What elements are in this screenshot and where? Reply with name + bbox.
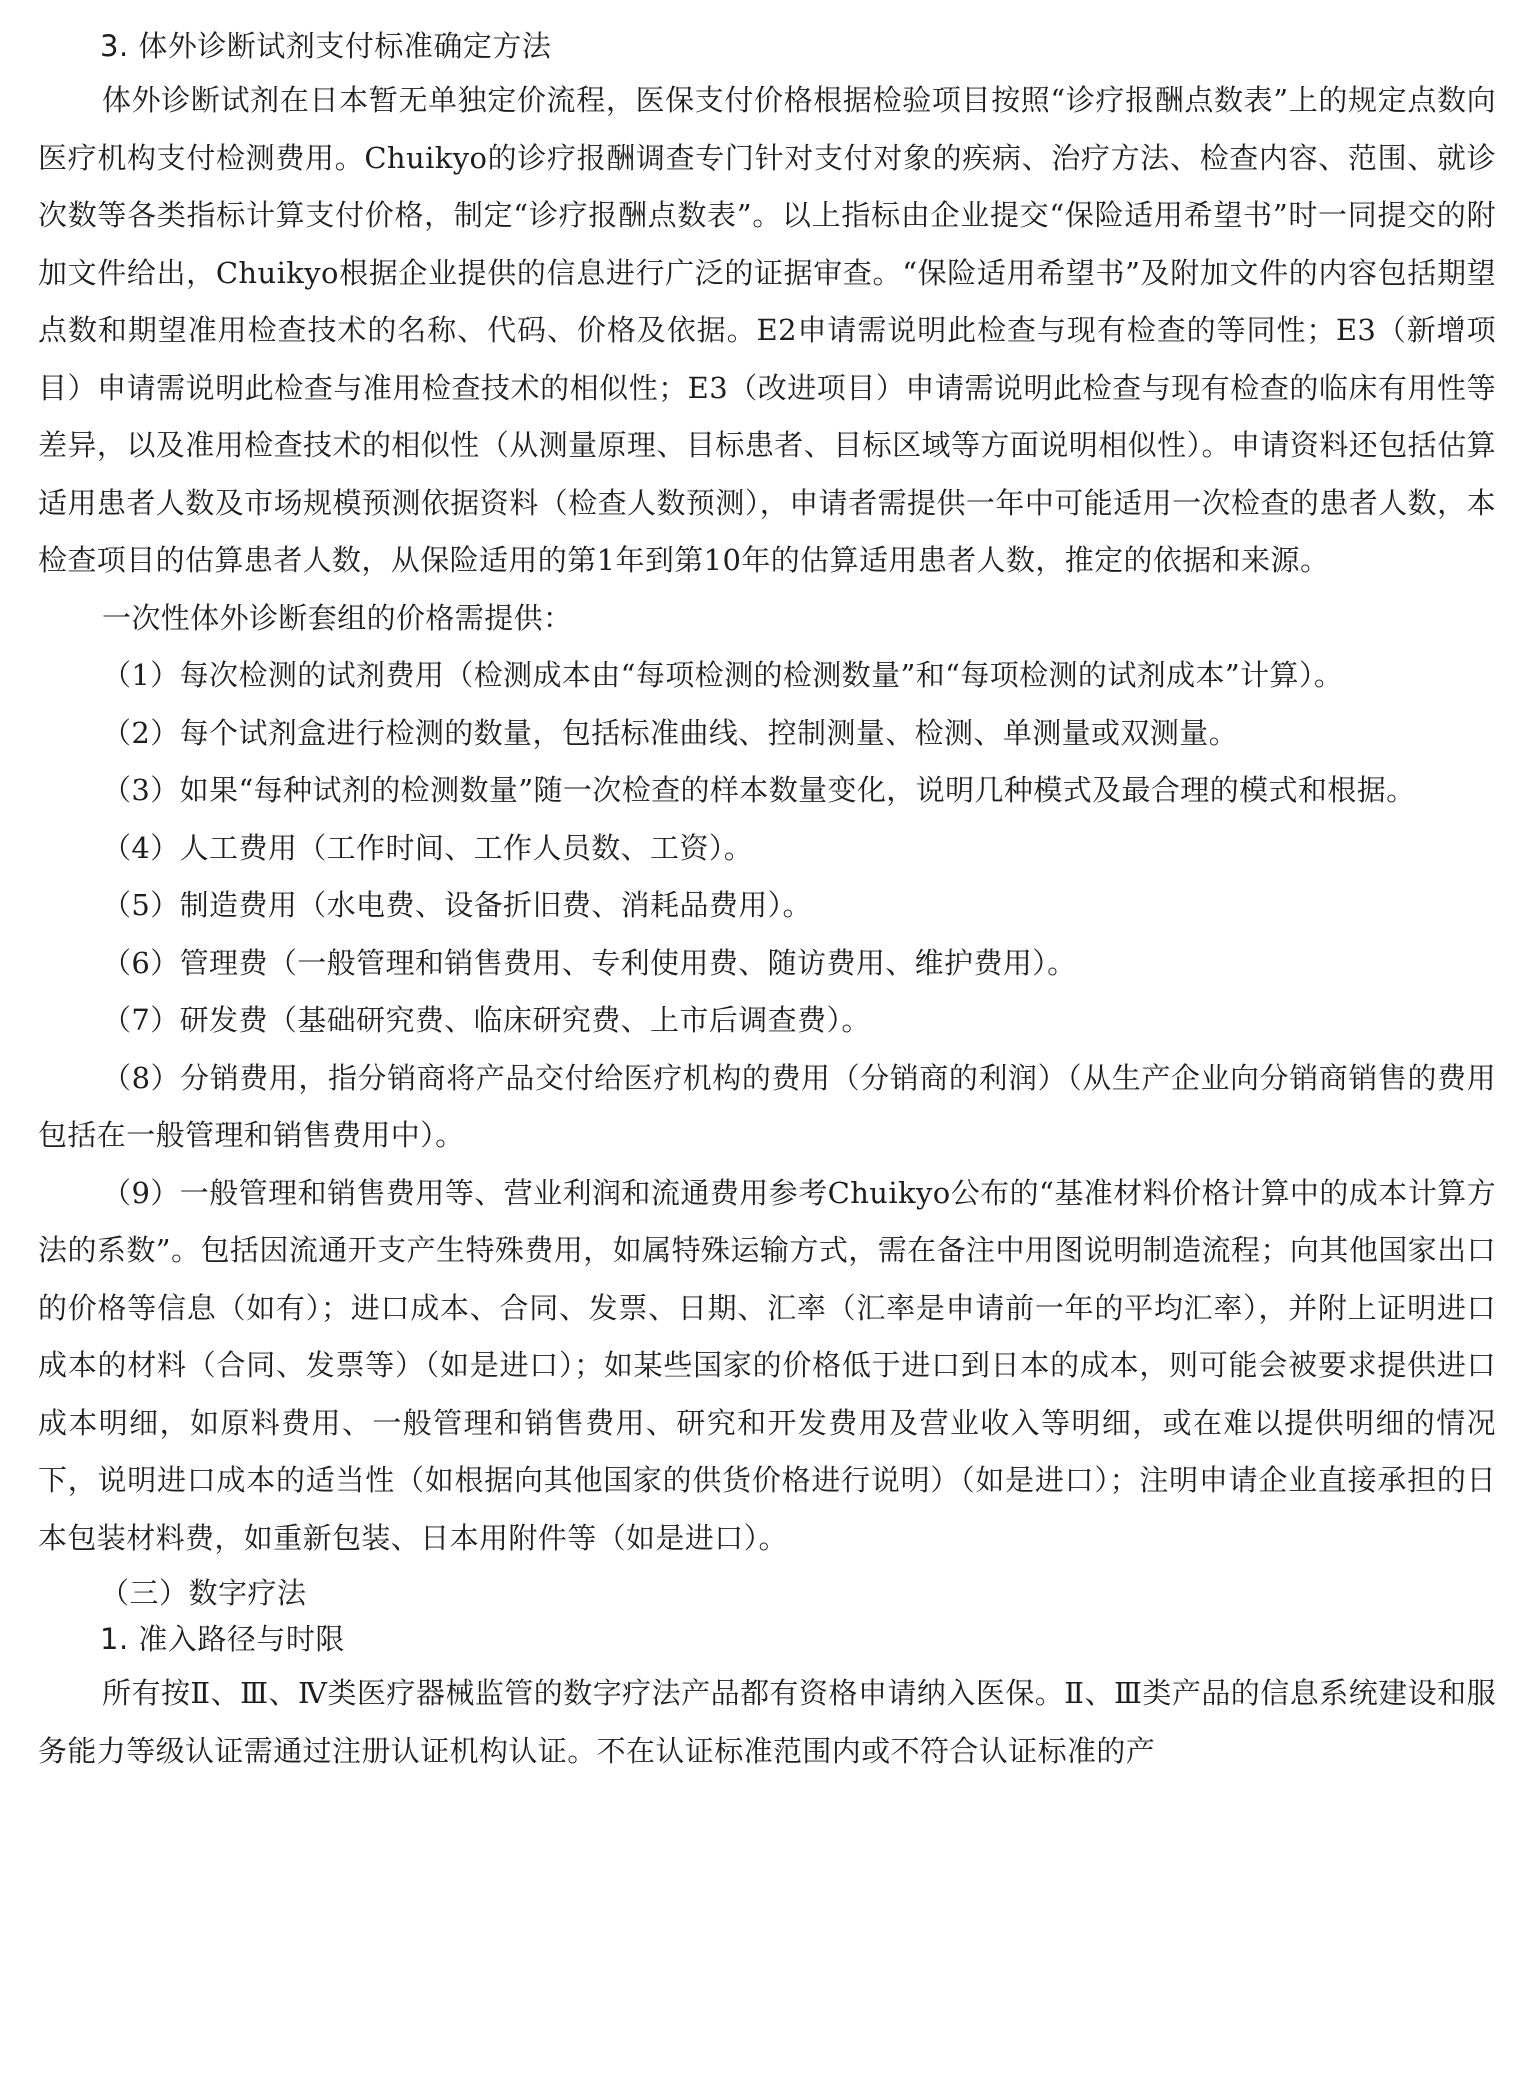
list-item-5: （5）制造费用（水电费、设备折旧费、消耗品费用）。 (102, 888, 812, 922)
list-item-7: （7）研发费（基础研究费、临床研究费、上市后调查费）。 (102, 1003, 871, 1037)
list-item-2: （2）每个试剂盒进行检测的数量，包括标准曲线、控制测量、检测、单测量或双测量。 (102, 715, 1239, 750)
list-item-6: （6）管理费（一般管理和销售费用、专利使用费、随访费用、维护费用）。 (102, 945, 1077, 980)
list-item-9: （9）一般管理和销售费用等、营业利润和流通费用参考Chuikyo公布的“基准材料价格计算中的成本计算方法的系数”。包括因流通开支产生特殊费用，如属特殊运输方式，需在备注中用图说明制造流程；向其他国家出口的价格等信息（如有）；进口成本、合同、发票、日期、汇率（汇率是申请前一年的平均汇率），并附上证明进口成本的材料（合同、发票等）（如是进口）；如某些国家的价格低于进口到日本的成本，则可能会被要求提供进口成本明细，如原料费用、一般管理和销售费用、研究和开发费用及营业收入等明细，或在难以提供明细的情况下，说明进口成本的适当性（如根据向其他国家的供货价格进行说明）（如是进口）；注明申请企业直接承担的日本包装材料费，如重新包装、日本用附件等（如是进口）。 (38, 1175, 1496, 1555)
paragraph-digital-therapy: 所有按Ⅱ、Ⅲ、Ⅳ类医疗器械监管的数字疗法产品都有资格申请纳入医保。Ⅱ、Ⅲ类产品的信息系统建设和服务能力等级认证需通过注册认证机构认证。不在认证标准范围内或不符合认证标准的产 (38, 1676, 1496, 1768)
paragraph-ivd-overview: 体外诊断试剂在日本暂无单独定价流程，医保支付价格根据检验项目按照“诊疗报酬点数表”上的规定点数向医疗机构支付检测费用。Chuikyo的诊疗报酬调查专门针对支付对象的疾病、治疗方法、检查内容、范围、就诊次数等各类指标计算支付价格，制定“诊疗报酬点数表”。以上指标由企业提交“保险适用希望书”时一同提交的附加文件给出，Chuikyo根据企业提供的信息进行广泛的证据审查。“保险适用希望书”及附加文件的内容包括期望点数和期望准用检查技术的名称、代码、价格及依据。E2申请需说明此检查与现有检查的等同性；E3（新增项目）申请需说明此检查与准用检查技术的相似性；E3（改进项目）申请需说明此检查与现有检查的临床有用性等差异，以及准用检查技术的相似性（从测量原理、目标患者、目标区域等方面说明相似性）。申请资料还包括估算适用患者人数及市场规模预测依据资料（检查人数预测），申请者需提供一年中可能适用一次检查的患者人数，本检查项目的估算患者人数，从保险适用的第1年到第10年的估算适用患者人数，推定的依据和来源。 (38, 83, 1496, 577)
section-heading-ivd-pricing: 3. 体外诊断试剂支付标准确定方法 (100, 29, 552, 63)
paragraph-kit-intro: 一次性体外诊断套组的价格需提供： (102, 600, 573, 635)
subsection-heading-access-path: 1. 准入路径与时限 (100, 1622, 345, 1656)
list-item-4: （4）人工费用（工作时间、工作人员数、工资）。 (102, 830, 754, 865)
section-heading-digital-therapy: （三）数字疗法 (100, 1576, 307, 1610)
list-item-3: （3）如果“每种试剂的检测数量”随一次检查的样本数量变化，说明几种模式及最合理的模式和根据。 (102, 773, 1416, 807)
list-item-1: （1）每次检测的试剂费用（检测成本由“每项检测的检测数量”和“每项检测的试剂成本”计算）。 (102, 658, 1344, 692)
list-item-8: （8）分销费用，指分销商将产品交付给医疗机构的费用（分销商的利润）（从生产企业向分销商销售的费用包括在一般管理和销售费用中）。 (38, 1060, 1496, 1152)
